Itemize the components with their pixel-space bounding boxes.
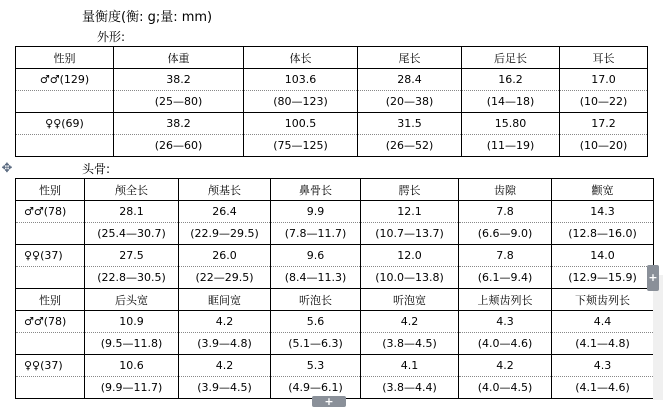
sex-cell: ♀♀(37) [16,245,85,267]
mean-cell: 4.2 [179,311,271,333]
table-row [16,267,654,289]
table-row [16,113,648,135]
range-cell: (6.6—9.0) [459,223,552,245]
mean-cell: 26.0 [179,245,271,267]
mean-cell: 4.1 [361,355,459,377]
header-zygomatic-width: 颧宽 [552,179,654,201]
table-caption: 量衡度(衡: g;量: mm) [82,10,213,25]
range-cell: (4.0—4.6) [459,333,552,355]
range-cell: (11—19) [462,135,560,157]
range-cell: (3.8—4.5) [361,333,459,355]
empty-cell [16,333,85,355]
mean-cell: 17.0 [560,69,648,91]
mean-cell: 103.6 [244,69,358,91]
header-condylobasal: 颅全长 [85,179,179,201]
range-cell: (4.1—4.6) [552,377,654,399]
mean-cell: 9.6 [271,245,361,267]
mean-cell: 14.0 [552,245,654,267]
range-cell: (3.9—4.5) [179,377,271,399]
header-nasal-length: 鼻骨长 [271,179,361,201]
range-cell: (4.1—4.8) [552,333,654,355]
range-cell: (26—60) [114,135,244,157]
mean-cell: 4.3 [552,355,654,377]
range-cell: (80—123) [244,91,358,113]
range-cell: (10—20) [560,135,648,157]
section-title-external: 外形: [97,30,126,44]
empty-cell [16,91,114,113]
mean-cell: 38.2 [114,69,244,91]
range-cell: (25.4—30.7) [85,223,179,245]
header-upper-toothrow: 上颊齿列长 [459,289,552,311]
table-move-handle-icon[interactable]: ✥ [1,161,13,176]
skull-measurements-table [15,178,654,399]
range-cell: (8.4—11.3) [271,267,361,289]
range-cell: (22.8—30.5) [85,267,179,289]
external-measurements-table [15,46,648,157]
add-row-button[interactable]: + [312,396,346,407]
mean-cell: 10.9 [85,311,179,333]
add-column-button[interactable]: + [647,265,659,291]
sex-cell: ♂♂(78) [16,201,85,223]
table-row [16,201,654,223]
range-cell: (10—22) [560,91,648,113]
empty-cell [16,267,85,289]
empty-cell [16,223,85,245]
mean-cell: 9.9 [271,201,361,223]
header-ear-length: 耳长 [560,47,648,69]
table-row [16,311,654,333]
header-palatal-length: 腭长 [361,179,459,201]
table-header-row [16,289,654,311]
mean-cell: 17.2 [560,113,648,135]
mean-cell: 38.2 [114,113,244,135]
table-header-row [16,47,648,69]
sex-cell: ♂♂(78) [16,311,85,333]
range-cell: (22—29.5) [179,267,271,289]
mean-cell: 5.3 [271,355,361,377]
range-cell: (9.9—11.7) [85,377,179,399]
mean-cell: 16.2 [462,69,560,91]
header-interorbital-width: 眶间宽 [179,289,271,311]
mean-cell: 15.80 [462,113,560,135]
table-row [16,333,654,355]
range-cell: (3.9—4.8) [179,333,271,355]
table-row [16,245,654,267]
range-cell: (10.0—13.8) [361,267,459,289]
section-title-skull: 头骨: [82,162,111,176]
range-cell: (12.9—15.9) [552,267,654,289]
mean-cell: 4.4 [552,311,654,333]
range-cell: (10.7—13.7) [361,223,459,245]
header-sex: 性别 [16,47,114,69]
range-cell: (22.9—29.5) [179,223,271,245]
header-bulla-width: 听泡宽 [361,289,459,311]
range-cell: (5.1—6.3) [271,333,361,355]
range-cell: (26—52) [358,135,462,157]
range-cell: (4.0—4.5) [459,377,552,399]
mean-cell: 28.1 [85,201,179,223]
header-sex: 性别 [16,289,85,311]
empty-cell [16,135,114,157]
header-lower-toothrow: 下颊齿列长 [552,289,654,311]
header-body-length: 体长 [244,47,358,69]
empty-cell [16,377,85,399]
sex-cell: ♂♂(129) [16,69,114,91]
table-row [16,223,654,245]
sex-cell: ♀♀(37) [16,355,85,377]
mean-cell: 14.3 [552,201,654,223]
range-cell: (3.8—4.4) [361,377,459,399]
mean-cell: 4.2 [179,355,271,377]
header-diastema: 齿隙 [459,179,552,201]
range-cell: (6.1—9.4) [459,267,552,289]
mean-cell: 10.6 [85,355,179,377]
mean-cell: 26.4 [179,201,271,223]
sex-cell: ♀♀(69) [16,113,114,135]
right-gutter [653,275,663,400]
range-cell: (25—80) [114,91,244,113]
mean-cell: 28.4 [358,69,462,91]
range-cell: (75—125) [244,135,358,157]
mean-cell: 12.1 [361,201,459,223]
mean-cell: 4.2 [459,355,552,377]
mean-cell: 27.5 [85,245,179,267]
mean-cell: 4.2 [361,311,459,333]
header-basal-length: 颅基长 [179,179,271,201]
table-header-row [16,179,654,201]
mean-cell: 31.5 [358,113,462,135]
table-row [16,91,648,113]
mean-cell: 12.0 [361,245,459,267]
table-row [16,355,654,377]
header-hind-foot-length: 后足长 [462,47,560,69]
range-cell: (20—38) [358,91,462,113]
table-row [16,135,648,157]
header-body-weight: 体重 [114,47,244,69]
range-cell: (7.8—11.7) [271,223,361,245]
range-cell: (14—18) [462,91,560,113]
table-row [16,69,648,91]
mean-cell: 7.8 [459,201,552,223]
mean-cell: 7.8 [459,245,552,267]
range-cell: (12.8—16.0) [552,223,654,245]
range-cell: (9.5—11.8) [85,333,179,355]
header-tail-length: 尾长 [358,47,462,69]
header-bulla-length: 听泡长 [271,289,361,311]
mean-cell: 4.3 [459,311,552,333]
mean-cell: 100.5 [244,113,358,135]
range-cell: (4.9—6.1) [271,377,361,399]
mean-cell: 5.6 [271,311,361,333]
header-occipital-width: 后头宽 [85,289,179,311]
header-sex: 性别 [16,179,85,201]
